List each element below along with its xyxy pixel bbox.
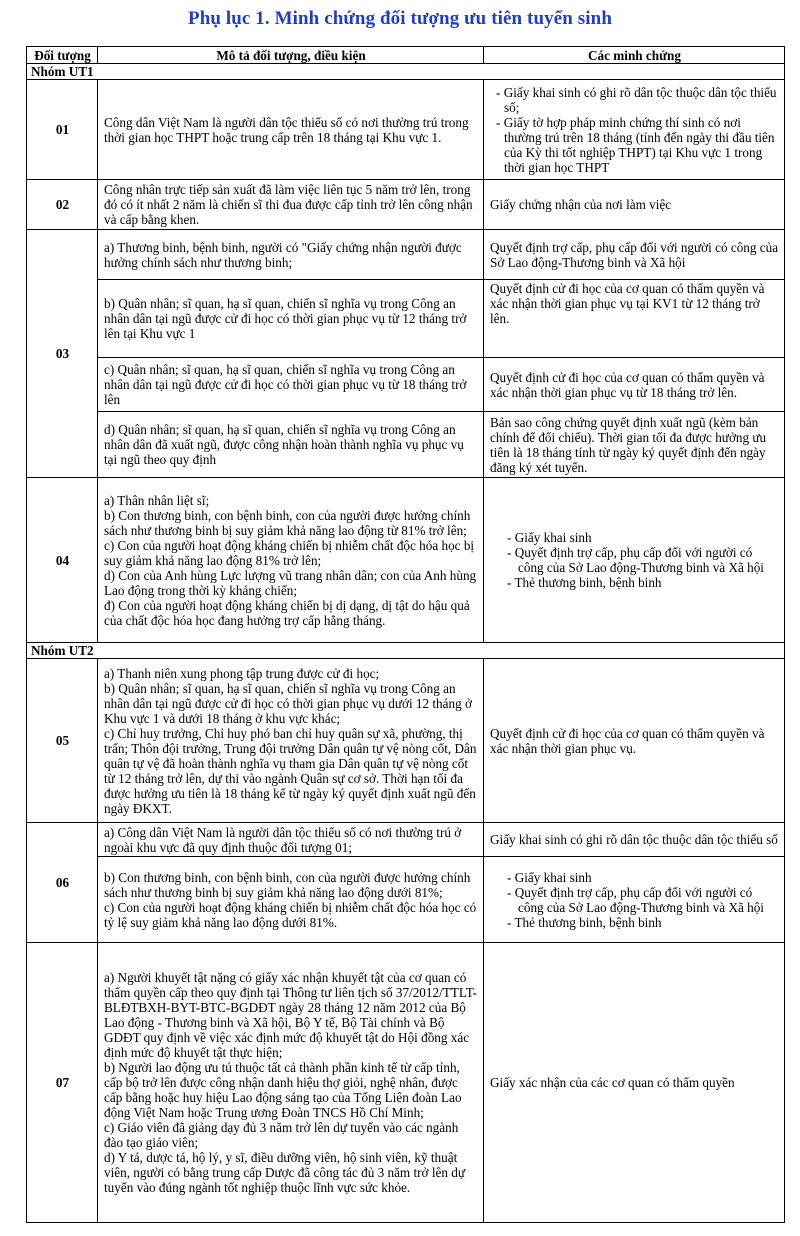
description-item: a) Thân nhân liệt sĩ; bbox=[104, 492, 210, 508]
header-subject: Đối tượng bbox=[27, 47, 98, 64]
evidence-item: - Quyết định trợ cấp, phụ cấp đối với người có công của Sở Lao động-Thương binh và Xã hội bbox=[507, 545, 764, 575]
subject-evidence: Quyết định cử đi học của cơ quan có thẩm quyền và xác nhận thời gian phục vụ tại KV1 từ 12 tháng trở lên. bbox=[484, 280, 785, 358]
table-header bbox=[27, 47, 785, 64]
description-item: d) Con của Anh hùng Lực lượng vũ trang nhân dân; con của Anh hùng Lao động trong thời kỳ kháng chiến; bbox=[104, 567, 477, 598]
evidence-item: - Giấy khai sinh bbox=[507, 530, 592, 545]
subject-description: a) Công dân Việt Nam là người dân tộc thiểu số có nơi thường trú ở ngoài khu vực đã quy định thuộc đối tượng 01; bbox=[98, 823, 484, 857]
description-item: b) Con thương binh, con bệnh binh, con của người được hưởng chính sách như thương binh bị suy giảm khả năng lao động dưới 81%; bbox=[104, 869, 471, 900]
subject-description: a) Thương binh, bệnh binh, người có "Giấy chứng nhận người được hưởng chính sách như thương binh; bbox=[98, 230, 484, 280]
evidence-item: - Giấy khai sinh có ghi rõ dân tộc thuộc dân tộc thiểu số; bbox=[496, 84, 777, 115]
subject-evidence: Giấy chứng nhận của nơi làm việc bbox=[484, 180, 785, 230]
subject-description: Công nhân trực tiếp sản xuất đã làm việc liên tục 5 năm trở lên, trong đó có ít nhất 2 năm là chiến sĩ thi đua được cấp tỉnh trở lên công nhận và cấp bằng khen. bbox=[98, 180, 484, 230]
table-row bbox=[27, 857, 785, 943]
description-item: d) Y tá, dược tá, hộ lý, y sĩ, điều dưỡng viên, hộ sinh viên, kỹ thuật viên, người có bằng trung cấp Dược đã công tác đủ 3 năm trở lên dự tuyển vào đúng ngành tốt nghiệp thuộc lĩnh vực sức khỏe. bbox=[104, 1150, 465, 1195]
table-row bbox=[27, 823, 785, 857]
header-description: Mô tả đối tượng, điều kiện bbox=[98, 47, 484, 64]
description-item: c) Con của người hoạt động kháng chiến bị nhiễm chất độc hóa học bị suy giảm khả năng lao động 81% trở lên; bbox=[104, 537, 475, 568]
header-evidence: Các minh chứng bbox=[484, 47, 785, 64]
subject-code: 02 bbox=[27, 180, 98, 230]
document-title: Phụ lục 1. Minh chứng đối tượng ưu tiên tuyển sinh bbox=[187, 8, 613, 29]
table-row bbox=[27, 358, 785, 412]
subject-code: 01 bbox=[27, 80, 98, 180]
subject-code: 03 bbox=[27, 230, 98, 478]
group-row-ut2 bbox=[27, 643, 785, 659]
subject-evidence bbox=[484, 478, 785, 643]
subject-description bbox=[98, 478, 484, 643]
subject-description: b) Quân nhân; sĩ quan, hạ sĩ quan, chiến sĩ nghĩa vụ trong Công an nhân dân tại ngũ được cử đi học có thời gian phục vụ từ 12 tháng trở lên tại Khu vực 1 bbox=[98, 280, 484, 358]
table-row bbox=[27, 659, 785, 823]
subject-description bbox=[98, 659, 484, 823]
subject-evidence bbox=[484, 80, 785, 180]
description-item: b) Người lao động ưu tú thuộc tất cả thành phần kinh tế từ cấp tỉnh, cấp bộ trở lên được công nhận danh hiệu thợ giỏi, nghệ nhân, được cấp bằng hoặc huy hiệu Lao động sáng tạo của Tổng Liên đoàn Lao động Việt Nam hoặc Trung ương Đoàn TNCS Hồ Chí Minh; bbox=[104, 1060, 462, 1120]
table-row bbox=[27, 280, 785, 358]
table-row bbox=[27, 412, 785, 478]
description-item: a) Người khuyết tật nặng có giấy xác nhận khuyết tật của cơ quan có thẩm quyền cấp theo quy định tại Thông tư liên tịch số 37/2012/TTLT- BLĐTBXH-BYT-BTC-BGDĐT ngày 28 tháng 12 năm 2012 của Bộ Lao động - Thương binh và Xã hội, Bộ Y tế, Bộ Tài chính và Bộ GDĐT quy định về việc xác định mức độ khuyết tật do Hội đồng xác định mức độ khuyết tật thực hiện; bbox=[104, 970, 477, 1060]
description-item: c) Con của người hoạt động kháng chiến bị nhiễm chất độc hóa học có tỷ lệ suy giảm khả năng lao động dưới 81%. bbox=[104, 899, 477, 930]
group-label: Nhóm UT1 bbox=[27, 64, 785, 80]
subject-code: 05 bbox=[27, 659, 98, 823]
table-row bbox=[27, 478, 785, 643]
evidence-item: - Thẻ thương binh, bệnh binh bbox=[507, 575, 662, 590]
subject-evidence: Giấy khai sinh có ghi rõ dân tộc thuộc dân tộc thiểu số bbox=[484, 823, 785, 857]
subject-description bbox=[98, 943, 484, 1223]
table-row bbox=[27, 230, 785, 280]
subject-code: 04 bbox=[27, 478, 98, 643]
table-row bbox=[27, 943, 785, 1223]
subject-code: 07 bbox=[27, 943, 98, 1223]
subject-description: d) Quân nhân; sĩ quan, hạ sĩ quan, chiến sĩ nghĩa vụ trong Công an nhân dân đã xuất ngũ, được công nhận hoàn thành nghĩa vụ phục vụ tại ngũ theo quy định bbox=[98, 412, 484, 478]
description-item: c) Chỉ huy trưởng, Chỉ huy phó ban chỉ huy quân sự xã, phường, thị trấn; Thôn đội trưởng, Trung đội trưởng Dân quân tự vệ nòng cốt, Dân quân tự vệ đã hoàn thành nghĩa vụ tham gia Dân quân tự vệ nòng cốt từ 12 tháng trở lên, dự thi vào ngành Quân sự cơ sở. Thời hạn tối đa được hưởng ưu tiên là 18 tháng kể từ ngày ký quyết định xuất ngũ đến ngày ĐKXT. bbox=[104, 725, 477, 816]
description-item: c) Giáo viên đã giảng dạy đủ 3 năm trở lên dự tuyển vào các ngành đào tạo giáo viên; bbox=[104, 1120, 459, 1150]
table-row bbox=[27, 180, 785, 230]
subject-evidence: Quyết định cử đi học của cơ quan có thẩm quyền và xác nhận thời gian phục vụ. bbox=[484, 659, 785, 823]
priority-table bbox=[26, 46, 785, 1223]
subject-evidence: Quyết định trợ cấp, phụ cấp đối với người có công của Sở Lao động-Thương binh và Xã hội bbox=[484, 230, 785, 280]
subject-evidence bbox=[484, 857, 785, 943]
description-item: b) Quân nhân; sĩ quan, hạ sĩ quan, chiến sĩ nghĩa vụ trong Công an nhân dân tại ngũ được cử đi học có thời gian phục vụ dưới 12 tháng ở Khu vực 1 và dưới 18 tháng ở khu vực khác; bbox=[104, 680, 472, 726]
subject-evidence: Bản sao công chứng quyết định xuất ngũ (kèm bản chính để đối chiếu). Thời gian tối đa được hưởng ưu tiên là 18 tháng tính từ ngày ký quyết định đến ngày đăng ký xét tuyển. bbox=[484, 412, 785, 478]
subject-description: c) Quân nhân; sĩ quan, hạ sĩ quan, chiến sĩ nghĩa vụ trong Công an nhân dân tại ngũ được cử đi học có thời gian phục vụ từ 18 tháng trở lên bbox=[98, 358, 484, 412]
table-row bbox=[27, 80, 785, 180]
subject-description bbox=[98, 857, 484, 943]
subject-description: Công dân Việt Nam là người dân tộc thiểu số có nơi thường trú trong thời gian học THPT hoặc trung cấp trên 18 tháng tại Khu vực 1. bbox=[98, 80, 484, 180]
group-label: Nhóm UT2 bbox=[27, 643, 785, 659]
evidence-item: - Thẻ thương binh, bệnh binh bbox=[507, 914, 662, 930]
description-item: b) Con thương binh, con bệnh binh, con của người được hưởng chính sách như thương binh bị suy giảm khả năng lao động từ 81% trở lên; bbox=[104, 507, 471, 538]
evidence-item: - Giấy khai sinh bbox=[507, 869, 592, 885]
description-item: đ) Con của người hoạt động kháng chiến bị dị dạng, dị tật do hậu quả của chất độc hóa học đang hưởng trợ cấp hằng tháng. bbox=[104, 597, 470, 628]
evidence-item: - Giấy tờ hợp pháp minh chứng thí sinh có nơi thường trú trên 18 tháng (tính đến ngày thi đầu tiên của Kỳ thi tốt nghiệp THPT) tại Khu vực 1 trong thời gian học THPT bbox=[496, 114, 775, 175]
evidence-item: - Quyết định trợ cấp, phụ cấp đối với người có công của Sở Lao động-Thương binh và Xã hội bbox=[507, 884, 764, 915]
subject-evidence: Quyết định cử đi học của cơ quan có thẩm quyền và xác nhận thời gian phục vụ từ 18 tháng trở lên. bbox=[484, 358, 785, 412]
subject-code: 06 bbox=[27, 823, 98, 943]
description-item: a) Thanh niên xung phong tập trung được cử đi học; bbox=[104, 665, 380, 681]
group-row-ut1 bbox=[27, 64, 785, 80]
subject-evidence: Giấy xác nhận của các cơ quan có thẩm quyền bbox=[484, 943, 785, 1223]
